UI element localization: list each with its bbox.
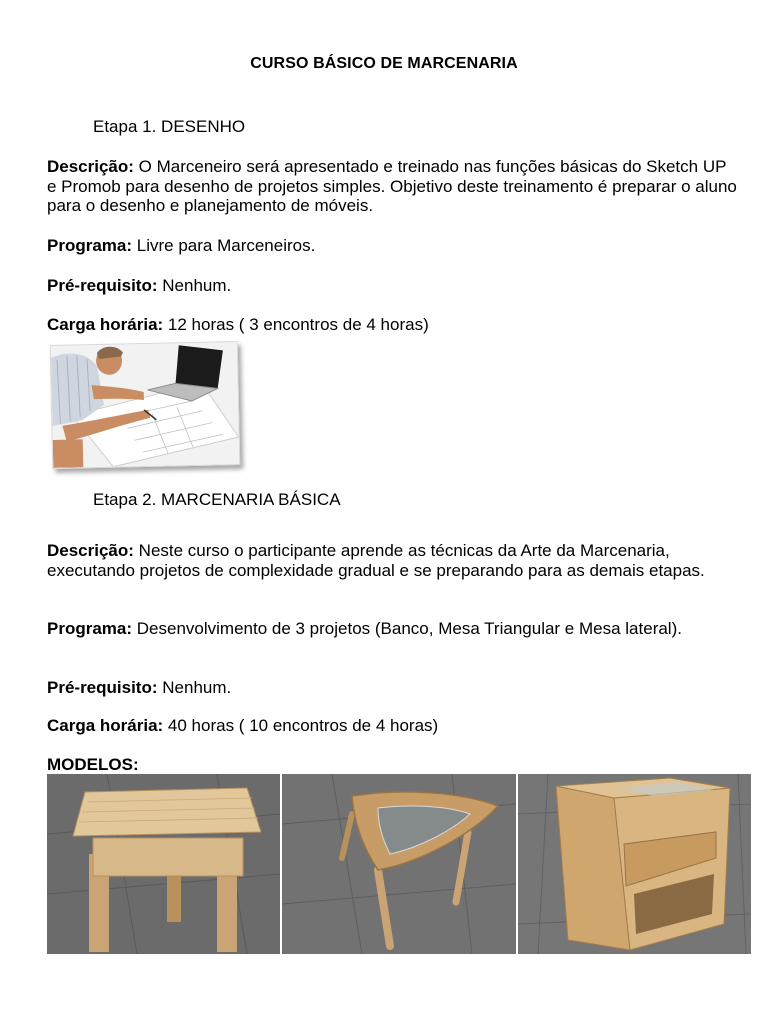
model-triangular-table-photo	[282, 774, 515, 954]
drawing-photo	[48, 340, 244, 474]
stage2-descricao	[47, 541, 737, 580]
stage1-descricao-label: Descrição:	[47, 157, 134, 176]
model-side-table-photo	[518, 774, 751, 954]
stage2-carga-text: 40 horas ( 10 encontros de 4 horas)	[163, 716, 439, 735]
stage2-programa	[47, 619, 737, 639]
stage2-carga	[47, 716, 737, 736]
stage1-programa-text: Livre para Marceneiros.	[132, 236, 316, 255]
stage1-programa	[47, 236, 737, 256]
stage2-prereq-label: Pré-requisito:	[47, 678, 158, 697]
stage1-prereq-text: Nenhum.	[157, 276, 232, 295]
stage1-carga-label: Carga horária:	[47, 315, 164, 334]
side-table-illustration	[518, 774, 751, 954]
stage1-carga-text: 12 horas ( 3 encontros de 4 horas)	[163, 315, 429, 334]
models-gallery	[47, 774, 751, 954]
stage1-programa-label: Programa:	[47, 236, 133, 255]
stage1-heading: Etapa 1. DESENHO	[93, 117, 246, 136]
stage2-prereq-text: Nenhum.	[157, 678, 232, 697]
stage2-carga-label: Carga horária:	[47, 716, 164, 735]
stage2-descricao-label: Descrição:	[47, 541, 134, 560]
stage1-prereq-label: Pré-requisito:	[47, 276, 158, 295]
person-drawing-illustration	[51, 342, 240, 468]
stage2-programa-label: Programa:	[47, 619, 133, 638]
photo-frame	[50, 341, 241, 469]
model-bench-photo	[47, 774, 280, 954]
modelos-label-text: MODELOS:	[47, 755, 139, 774]
stage2-prereq	[47, 678, 737, 698]
stage1-prereq	[47, 276, 737, 296]
modelos-label	[47, 755, 737, 775]
stage2-descricao-text: Neste curso o participante aprende as técnicas da Arte da Marcenaria, executando projetos de complexidade gradual e se preparando para as demais etapas.	[47, 541, 705, 580]
bench-illustration	[47, 774, 280, 954]
stage2-heading: Etapa 2. MARCENARIA BÁSICA	[93, 490, 341, 509]
triangular-table-illustration	[282, 774, 515, 954]
page-title: CURSO BÁSICO DE MARCENARIA	[250, 55, 518, 72]
stage1-carga	[47, 315, 737, 335]
stage1-descricao-text: O Marceneiro será apresentado e treinado nas funções básicas do Sketch UP e Promob para desenho de projetos simples. Objetivo deste treinamento é preparar o aluno para o desenho e planejamento de móveis.	[47, 157, 737, 215]
stage1-descricao	[47, 157, 737, 216]
stage2-programa-text: Desenvolvimento de 3 projetos (Banco, Mesa Triangular e Mesa lateral).	[132, 619, 682, 638]
